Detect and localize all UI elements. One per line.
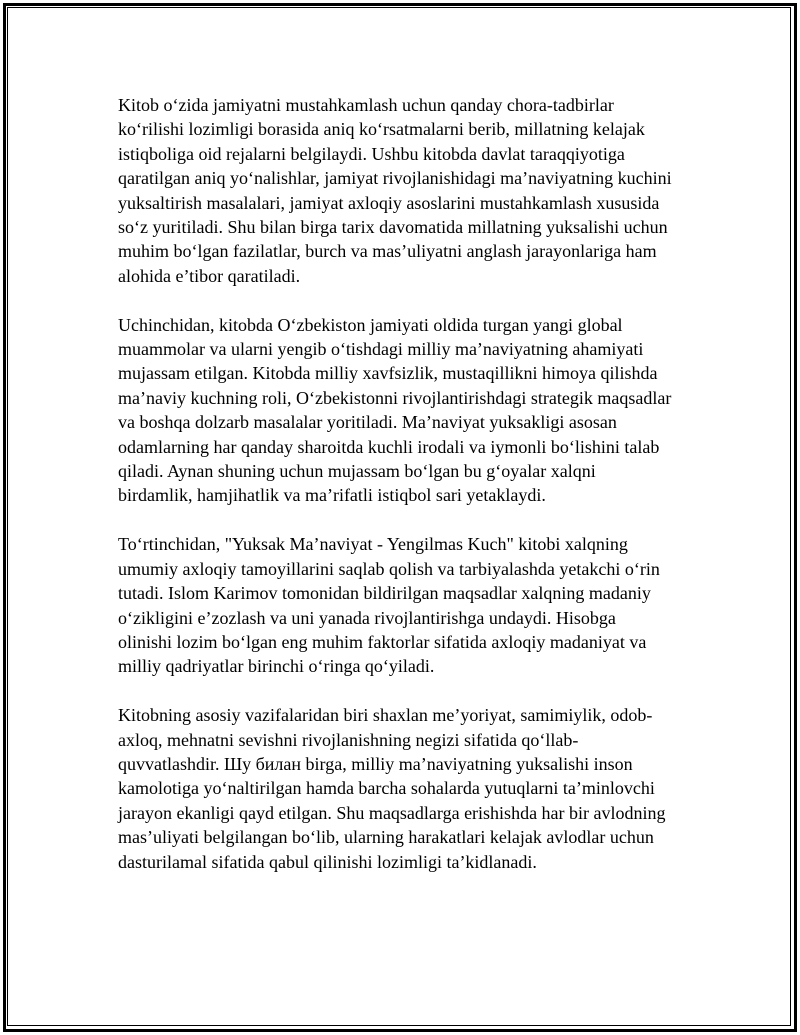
paragraph-4 [118,703,708,874]
text-line: kamolotiga yo‘naltirilgan hamda barcha sohalarda yutuqlarni ta’minlovchi [118,778,655,799]
text-line: umumiy axloqiy tamoyillarini saqlab qolish va tarbiyalashda yetakchi o‘rin [118,558,660,579]
text-line: qiladi. Aynan shuning uchun mujassam bo‘lgan bu g‘oyalar xalqni [118,461,596,482]
text-line: quvvatlashdir. Шу билан birga, milliy ma’naviyatning yuksalishi inson [118,753,633,774]
text-line: Kitob o‘zida jamiyatni mustahkamlash uchun qanday chora-tadbirlar [118,95,614,115]
text-line: olinishi lozim bo‘lgan eng muhim faktorlar sifatida axloqiy madaniyat va [118,631,647,652]
text-line: dasturilamal sifatida qabul qilinishi lozimligi ta’kidlanadi. [118,851,537,872]
text-line: jarayon ekanligi qayd etilgan. Shu maqsadlarga erishishda har bir avlodning [118,802,666,823]
text-line: va boshqa dolzarb masalalar yoritiladi. Ma’naviyat yuksakligi asosan [118,412,617,433]
paragraph-1 [118,93,708,288]
text-line: alohida e’tibor qaratiladi. [118,265,301,286]
text-line: muhim bo‘lgan fazilatlar, burch va mas’uliyatni anglash jarayonlariga ham [118,241,657,262]
text-line: so‘z yuritiladi. Shu bilan birga tarix davomatida millatning yuksalishi uchun [118,217,668,238]
text-line: mas’uliyati belgilangan bo‘lib, ularning harakatlari kelajak avlodlar uchun [118,827,654,848]
text-line: qaratilgan aniq yo‘nalishlar, jamiyat rivojlanishidagi ma’naviyatning kuchini [118,168,672,189]
text-line: birdamlik, hamjihatlik va ma’rifatli istiqbol sari yetaklaydi. [118,485,546,506]
text-line: odamlarning har qanday sharoitda kuchli irodali va iymonli bo‘lishini talab [118,436,660,457]
text-line: o‘zikligini e’zozlash va uni yanada rivojlantirishga undaydi. Hisobga [118,607,616,628]
text-line: milliy qadriyatlar birinchi o‘ringa qo‘yiladi. [118,656,435,677]
text-line: tutadi. Islom Karimov tomonidan bildirilgan maqsadlar xalqning madaniy [118,583,651,604]
paragraph-3 [118,532,708,678]
document-body [118,93,708,898]
paragraph-2 [118,313,708,508]
text-line: muammolar va ularni yengib o‘tishdagi milliy ma’naviyatning ahamiyati [118,339,644,360]
text-line: Uchinchidan, kitobda O‘zbekiston jamiyati oldida turgan yangi global [118,314,623,335]
text-line: mujassam etilgan. Kitobda milliy xavfsizlik, mustaqillikni himoya qilishda [118,363,658,384]
text-line: yuksaltirish masalalari, jamiyat axloqiy asoslarini mustahkamlash xususida [118,192,660,213]
text-line: axloq, mehnatni sevishni rivojlanishning negizi sifatida qo‘llab- [118,729,579,750]
text-line: Kitobning asosiy vazifalaridan biri shaxlan me’yoriyat, samimiylik, odob- [118,705,653,726]
text-line: istiqboliga oid rejalarni belgilaydi. Ushbu kitobda davlat taraqqiyotiga [118,143,625,164]
text-line: To‘rtinchidan, "Yuksak Ma’naviyat - Yengilmas Kuch" kitobi xalqning [118,534,628,555]
text-line: ma’naviy kuchning roli, O‘zbekistonni rivojlantirishdagi strategik maqsadlar [118,387,672,408]
text-line: ko‘rilishi lozimligi borasida aniq ko‘rsatmalarni berib, millatning kelajak [118,119,645,140]
